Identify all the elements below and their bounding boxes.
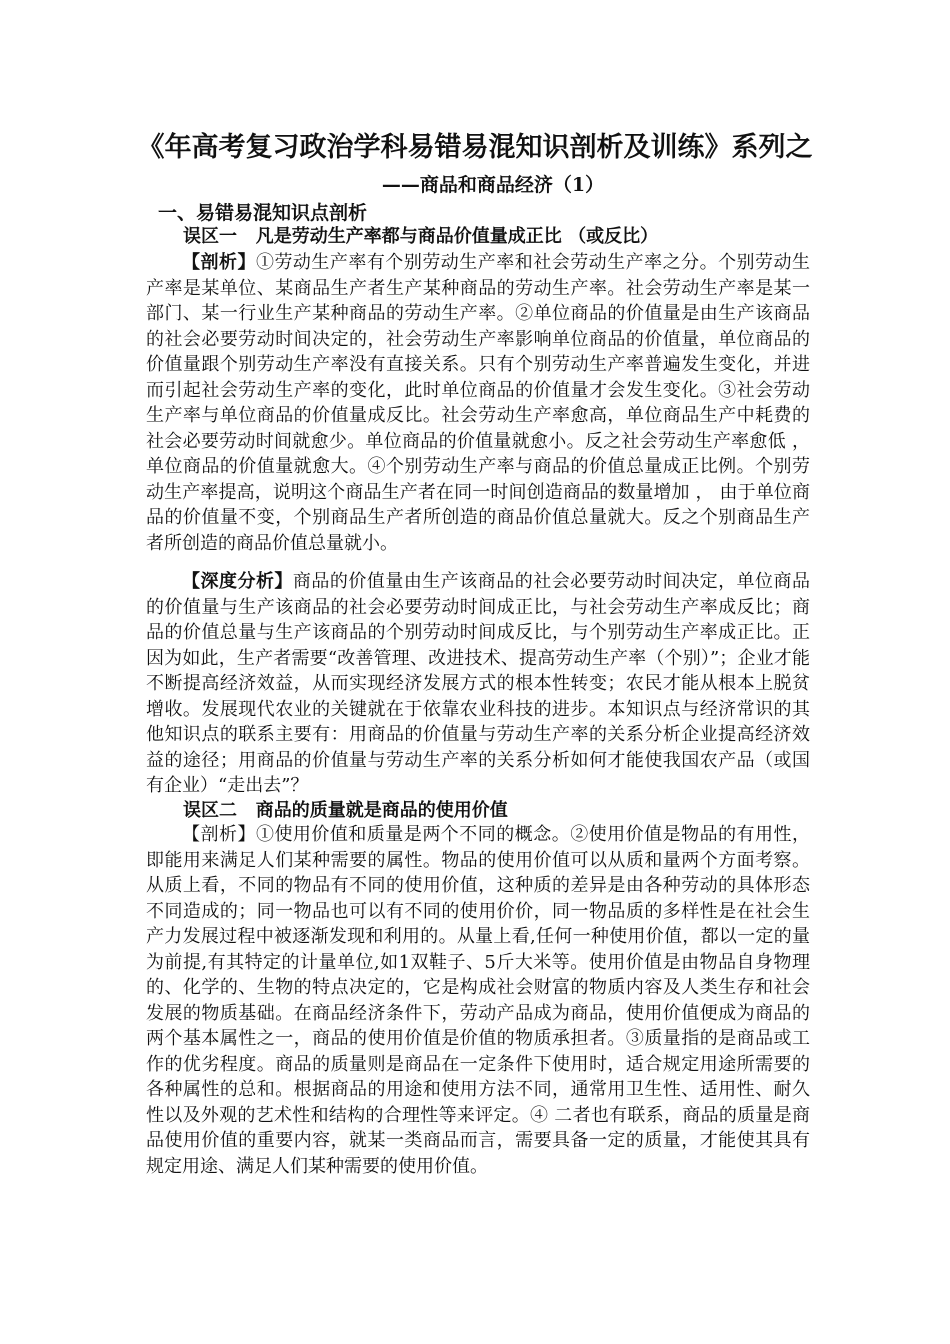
analysis-text: ①劳动生产率有个别劳动生产率和社会劳动生产率之分。个别劳动生产率是某单位、某商品生产者生产某种商品的劳动生产率。社会劳动生产率是某一部门、某一行业生产某种商品的劳动生产率。②单位商品的价值量是由生产该商品的社会必要劳动时间决定的，社会劳动生产率影响单位商品的价值量，单位商品的价值量跟个别劳动生产率没有直接关系。只有个别劳动生产率普遍发生变化，并进而引起社会劳动生产率的变化，此时单位商品的价值量才会发生变化。③社会劳动生产率与单位商品的价值量成反比。社会劳动生产率愈高，单位商品生产中耗费的社会必要劳动时间就愈少。单位商品的价值量就愈小。反之社会劳动生产率愈低 ，单位商品的价值量就愈大。④个别劳动生产率与商品的价值总量成正比例。个别劳动生产率提高，说明这个商品生产者在同一时间创造商品的数量增加 ， 由于单位商品的价值量不变，个别商品生产者所创造的商品价值总量就大。反之个别商品生产者所创造的商品价值总量就小。 [146, 252, 811, 554]
analysis-paragraph [146, 250, 810, 556]
analysis-label-2: 【剖析】 [182, 824, 256, 845]
deep-analysis-text: 商品的价值量由生产该商品的社会必要劳动时间决定，单位商品的价值量与生产该商品的社会必要劳动时间成正比，与社会劳动生产率成反比；商品的价值总量与生产该商品的个别劳动时间成反比，与个别劳动生产率成正比。正因为如此，生产者需要“改善管理、改进技术、提高劳动生产率（个别）”；企业才能不断提高经济效益，从而实现经济发展方式的根本性转变；农民才能从根本上脱贫增收。发展现代农业的关键就在于依靠农业科技的进步。本知识点与经济常识的其他知识点的联系主要有：用商品的价值量与劳动生产率的关系分析企业提高经济效益的途径；用商品的价值量与劳动生产率的关系分析如何才能使我国农产品（或国有企业）“走出去”？ [146, 571, 811, 796]
analysis-paragraph-2 [146, 822, 810, 1179]
section-heading: 一、易错易混知识点剖析 [158, 202, 368, 224]
error-zone-1-deep-analysis [146, 569, 810, 799]
error-zone-1-heading: 误区一 凡是劳动生产率都与商品价值量成正比 （或反比） [183, 226, 659, 247]
analysis-text-2: ①使用价值和质量是两个不同的概念。②使用价值是物品的有用性，即能用来满足人们某种需要的属性。物品的使用价值可以从质和量两个方面考察。从质上看，不同的物品有不同的使用价值，这种质的差异是由各种劳动的具体形态不同造成的；同一物品也可以有不同的使用价价，同一物品质的多样性是在社会生产力发展过程中被逐渐发现和利用的。从量上看,任何一种使用价值，都以一定的量为前提,有其特定的计量单位,如1双鞋子、5斤大米等。使用价值是由物品自身物理的、化学的、生物的特点决定的，它是构成社会财富的物质内容及人类生存和社会发展的物质基础。在商品经济条件下，劳动产品成为商品，使用价值便成为商品的两个基本属性之一，商品的使用价值是价值的物质承担者。③质量指的是商品或工作的优劣程度。商品的质量则是商品在一定条件下使用时，适合规定用途所需要的各种属性的总和。根据商品的用途和使用方法不同，通常用卫生性、适用性、耐久性以及外观的艺术性和结构的合理性等来评定。④ 二者也有联系，商品的质量是商品使用价值的重要内容，就某一类商品而言，需要具备一定的质量，才能使其具有规定用途、满足人们某种需要的使用价值。 [146, 824, 811, 1177]
document-title: 《年高考复习政治学科易错易混知识剖析及训练》系列之 [137, 132, 813, 163]
deep-analysis-label: 【深度分析】 [182, 571, 293, 592]
error-zone-2-analysis [146, 822, 810, 1179]
error-zone-1-analysis [146, 250, 810, 556]
document-subtitle: ——商品和商品经济（1） [381, 174, 605, 196]
analysis-label: 【剖析】 [182, 252, 256, 273]
error-zone-2-heading: 误区二 商品的质量就是商品的使用价值 [183, 800, 508, 821]
deep-analysis-paragraph [146, 569, 810, 799]
